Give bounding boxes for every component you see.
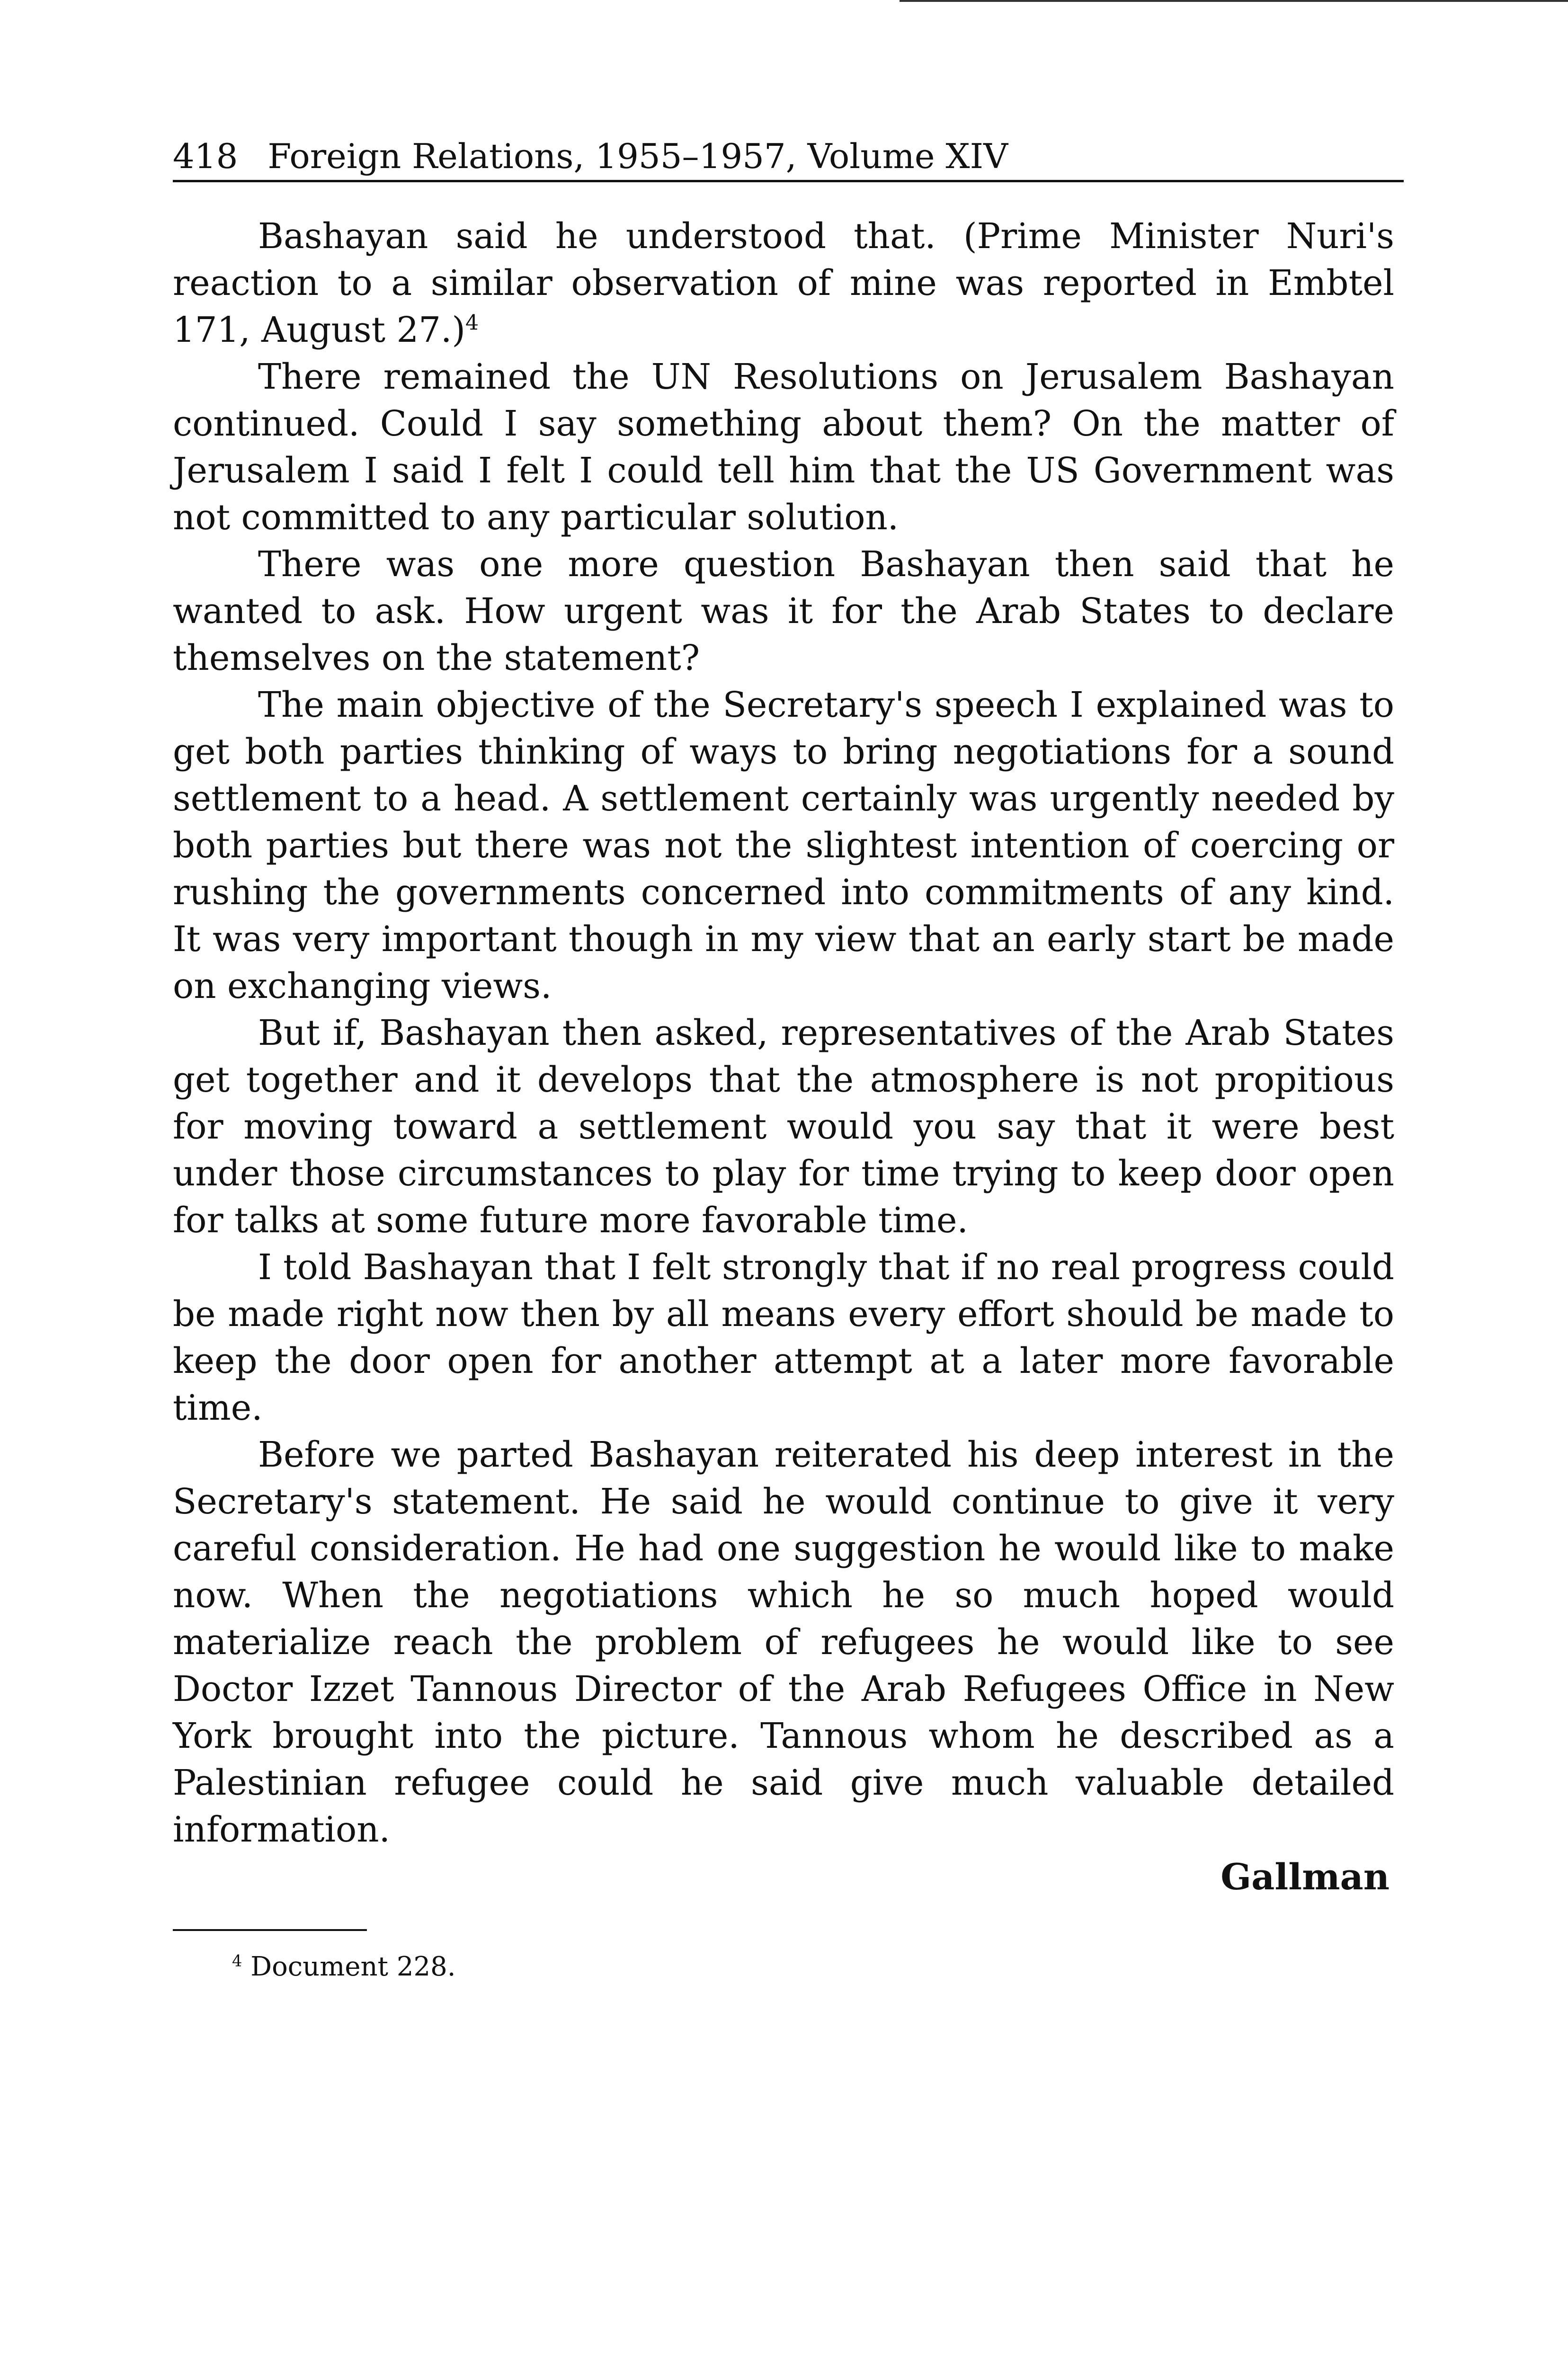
paragraph-6: I told Bashayan that I felt strongly that if no real progress could be made right now then by all means every effort should be made to keep the door open for another attempt at a later more favorable time. — [173, 1247, 1394, 1428]
running-head — [173, 133, 1404, 182]
volume-title: Foreign Relations, 1955–1957, Volume XIV — [267, 136, 1008, 176]
paragraph-7: Before we parted Bashayan reiterated his deep interest in the Secretary's statement. He said he would continue to give it very careful consideration. He had one suggestion he would like to make now. When the negotiations which he so much hoped would materialize reach the problem of refugees he would like to see Doctor Izzet Tannous Director of the Arab Refugees Office in New York brought into the picture. Tannous whom he described as a Palestinian refugee could he said give much valuable detailed information. — [173, 1435, 1394, 1850]
footnote — [232, 1948, 456, 1986]
footnote-marker: 4 — [232, 1951, 242, 1970]
paragraph-1 — [173, 213, 1394, 354]
paragraph-2: There remained the UN Resolutions on Jerusalem Bashayan continued. Could I say something about them? On the matter of Jerusalem I said I felt I could tell him that the US Government was not committed to any particular solution. — [173, 357, 1394, 538]
paragraph-5: But if, Bashayan then asked, representatives of the Arab States get together and it develops that the atmosphere is not propitious for moving toward a settlement would you say that it were best under those circumstances to play for time trying to keep door open for talks at some future more favorable time. — [173, 1013, 1394, 1241]
footnote-reference: 4 — [465, 311, 479, 335]
signature: Gallman — [1221, 1856, 1390, 1898]
paragraph-4: The main objective of the Secretary's speech I explained was to get both parties thinking of ways to bring negotiations for a sound settlement to a head. A settlement certainly was urgently needed by both parties but there was not the slightest intention of coercing or rushing the governments concerned into commitments of any kind. It was very important though in my view that an early start be made on exchanging views. — [173, 685, 1394, 1006]
footnote-rule — [173, 1929, 367, 1931]
page-number: 418 — [173, 136, 238, 176]
paragraph-1-text: Bashayan said he understood that. (Prime Minister Nuri's reaction to a similar observation of mine was reported in Embtel 171, August 27.) — [173, 216, 1394, 350]
paragraph-3: There was one more question Bashayan then said that he wanted to ask. How urgent was it for the Arab States to declare themselves on the statement? — [173, 544, 1394, 678]
body-text — [173, 213, 1394, 1853]
top-edge-rule — [900, 0, 1568, 2]
footnote-text: Document 228. — [250, 1951, 456, 1982]
